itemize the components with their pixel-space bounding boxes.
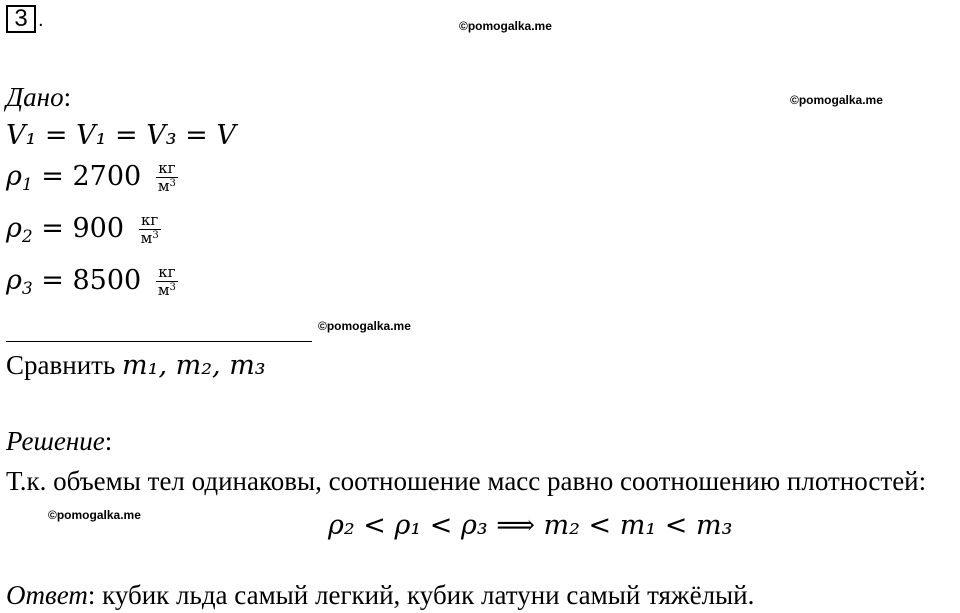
find-text: Сравнить	[6, 350, 123, 380]
given-volume-line: V₁ = V₁ = V₃ = V	[6, 120, 236, 151]
solution-heading	[6, 426, 112, 457]
unit-fraction	[139, 212, 161, 247]
unit-numerator: кг	[156, 264, 178, 282]
solution-formula: ρ₂ < ρ₁ < ρ₃ ⟹ m₂ < m₁ < m₃	[328, 510, 733, 541]
watermark: ©pomogalka.me	[790, 93, 883, 107]
given-label: Дано	[6, 82, 64, 112]
unit-fraction	[156, 160, 178, 195]
rho-sub: 2	[21, 227, 33, 247]
rho-symbol: ρ	[6, 213, 22, 244]
rho-value: = 8500	[41, 265, 142, 296]
rho-sub: 1	[21, 175, 33, 195]
problem-number-dot: .	[38, 9, 44, 31]
answer-label: Ответ	[6, 580, 88, 610]
given-density-2	[6, 212, 161, 247]
solution-text: Т.к. объемы тел одинаковы, соотношение масс равно соотношению плотностей:	[6, 466, 927, 496]
rho-symbol: ρ	[6, 265, 22, 296]
find-line	[6, 350, 266, 381]
given-density-1	[6, 160, 178, 195]
rho-value: = 900	[41, 213, 125, 244]
unit-fraction	[156, 264, 178, 299]
watermark: ©pomogalka.me	[318, 319, 411, 333]
given-colon: :	[63, 82, 72, 112]
unit-denominator: $м^3$	[140, 229, 159, 247]
unit-numerator: кг	[139, 212, 161, 230]
problem-number: 3	[6, 5, 36, 33]
given-heading	[6, 82, 71, 113]
unit-numerator: кг	[156, 160, 178, 178]
given-density-3	[6, 264, 178, 299]
solution-label: Решение	[6, 426, 105, 456]
rho-sub: 3	[21, 279, 33, 299]
given-divider	[6, 341, 312, 342]
unit-denominator: $м^3$	[157, 177, 176, 195]
watermark: ©pomogalka.me	[459, 19, 552, 33]
rho-value: = 2700	[41, 161, 142, 192]
rho-symbol: ρ	[6, 161, 22, 192]
watermark: ©pomogalka.me	[48, 508, 141, 522]
unit-denominator: $м^3$	[157, 281, 176, 299]
answer-line	[6, 580, 754, 611]
find-expression: m₁, m₂, m₃	[122, 350, 266, 381]
answer-text: : кубик льда самый легкий, кубик латуни самый тяжёлый.	[87, 580, 755, 610]
solution-colon: :	[104, 426, 113, 456]
